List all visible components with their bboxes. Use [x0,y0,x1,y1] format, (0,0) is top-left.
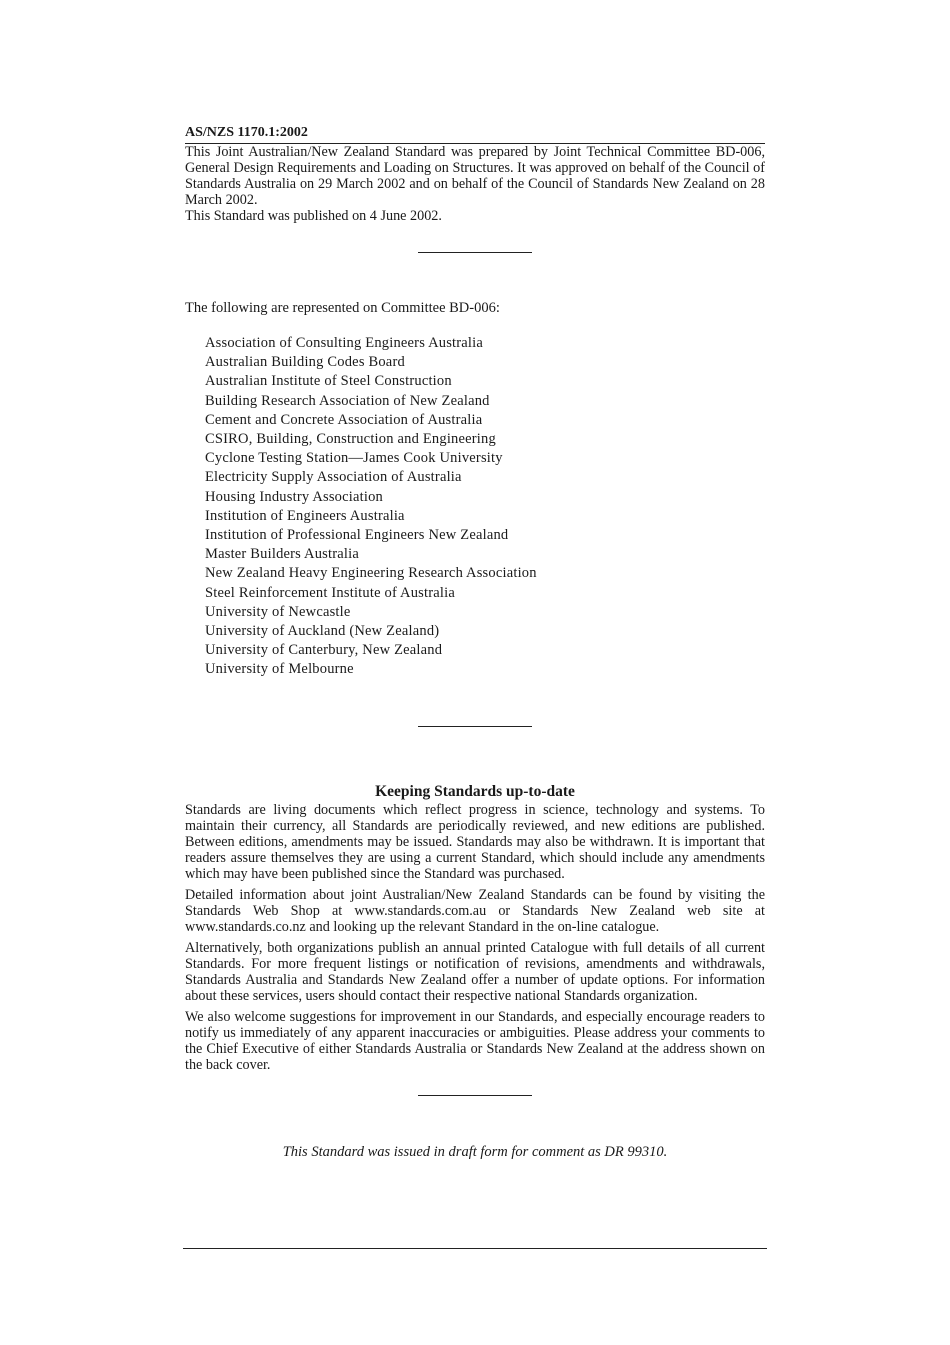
committee-heading: The following are represented on Committee BD-006: [185,300,500,316]
separator-rule [418,252,532,253]
committee-member-item: Steel Reinforcement Institute of Australia [205,584,456,601]
committee-member-item: Cyclone Testing Station—James Cook University [205,450,503,467]
keeping-standards-section [185,782,765,1073]
committee-member-item: Housing Industry Association [205,488,383,505]
committee-member-item: Association of Consulting Engineers Australia [205,335,484,351]
committee-member-item: University of Melbourne [205,661,354,678]
committee-member-item: University of Newcastle [205,603,351,620]
committee-member-item: Institution of Engineers Australia [205,507,405,524]
intro-block [185,144,765,224]
separator-rule [418,726,532,727]
committee-member-item: New Zealand Heavy Engineering Research Association [205,565,537,582]
draft-note: This Standard was issued in draft form for comment as DR 99310. [282,1143,668,1160]
committee-member-item: University of Auckland (New Zealand) [205,623,440,640]
keeping-standards-paragraph: We also welcome suggestions for improvement in our Standards, and especially encourage readers to notify us immediately of any apparent inaccuracies or ambiguities. Please address your comments to the Chief Executive of either Standards Australia or Standards New Zealand at the address shown on the back cover. [185,1008,765,1073]
published-date-text: This Standard was published on 4 June 2002. [185,208,442,224]
standard-code: AS/NZS 1170.1:2002 [185,124,765,144]
committee-member-item: Master Builders Australia [205,546,360,563]
prepared-by-text: This Joint Australian/New Zealand Standard was prepared by Joint Technical Committee BD-006, General Design Requirements and Loading on Structures. It was approved on behalf of the Council of Standards Australia on 29 March 2002 and on behalf of the Council of Standards New Zealand on 28 March 2002. [185,144,765,208]
committee-member-item: Australian Institute of Steel Construction [205,373,452,390]
committee-member-item: Cement and Concrete Association of Australia [205,411,483,428]
committee-member-item: CSIRO, Building, Construction and Engineering [205,431,496,448]
keeping-standards-paragraph: Standards are living documents which reflect progress in science, technology and systems. To maintain their currency, all Standards are periodically reviewed, and new editions are published. Between editions, amendments may be issued. Standards may also be withdrawn. It is important that readers assure themselves they are using a current Standard, which should include any amendments which may have been published since the Standard was purchased. [185,801,765,882]
keeping-standards-paragraph: Alternatively, both organizations publish an annual printed Catalogue with full details of all current Standards. For more frequent listings or notification of revisions, amendments and withdrawals, Standards Australia and Standards New Zealand offer a number of update options. For information about these services, users should contact their respective national Standards organization. [185,939,765,1004]
document-page [185,124,765,1161]
committee-member-item: Building Research Association of New Zealand [205,392,490,409]
bottom-rule [183,1248,767,1249]
keeping-standards-body [185,802,765,1073]
separator-rule [418,1095,532,1096]
committee-member-item: Electricity Supply Association of Australia [205,469,462,486]
committee-member-item: University of Canterbury, New Zealand [205,642,443,659]
committee-member-item: Institution of Professional Engineers New Zealand [205,527,509,544]
committee-member-item: Australian Building Codes Board [205,354,405,371]
committee-member-list [185,334,765,680]
keeping-standards-title: Keeping Standards up-to-date [375,782,575,800]
keeping-standards-paragraph: Detailed information about joint Australian/New Zealand Standards can be found by visiting the Standards Web Shop at www.standards.com.au or Standards New Zealand web site at www.standards.co.nz and looking up the relevant Standard in the on-line catalogue. [185,886,765,935]
